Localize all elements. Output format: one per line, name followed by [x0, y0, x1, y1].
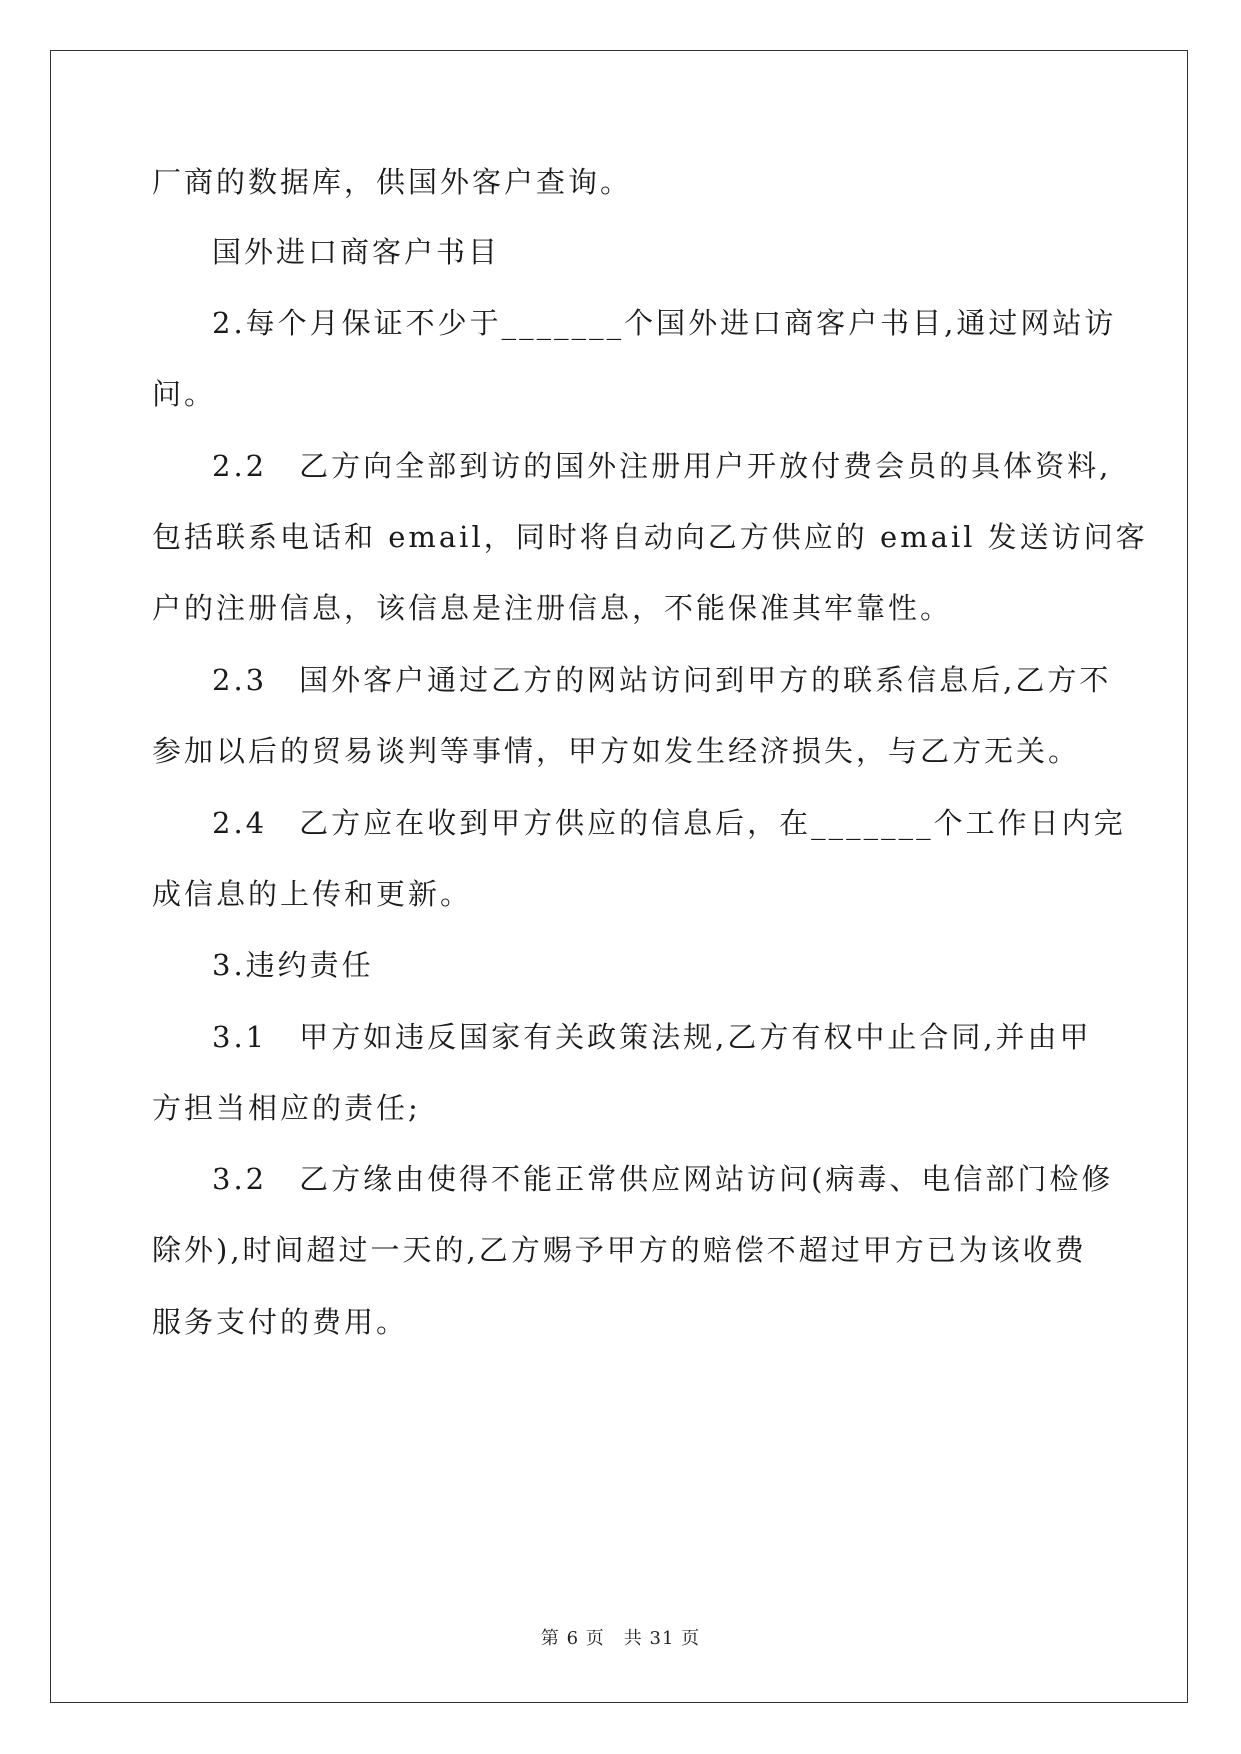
text-line: 问。: [152, 377, 217, 411]
text-line: 成信息的上传和更新。: [152, 877, 473, 911]
text-line: 参加以后的贸易谈判等事情，甲方如发生经济损失，与乙方无关。: [152, 734, 1081, 768]
text-line: 方担当相应的责任;: [152, 1091, 421, 1125]
text-line: 除外),时间超过一天的,乙方赐予甲方的赔偿不超过甲方已为该收费: [152, 1233, 1087, 1267]
section-heading: 3.违约责任: [212, 948, 374, 982]
section-heading: 国外进口商客户书目: [212, 235, 501, 269]
text-line: 包括联系电话和 email，同时将自动向乙方供应的 email 发送访问客: [152, 520, 1148, 554]
text-line: 服务支付的费用。: [152, 1305, 409, 1339]
text-line: 3.2 乙方缘由使得不能正常供应网站访问(病毒、电信部门检修: [212, 1162, 1114, 1196]
text-line: 2.2 乙方向全部到访的国外注册用户开放付费会员的具体资料,: [212, 449, 1112, 483]
text-line: 2.4 乙方应在收到甲方供应的信息后，在_______个工作日内完: [212, 806, 1126, 840]
page-number: 第 6 页 共 31 页: [540, 1628, 701, 1649]
text-line: 2.3 国外客户通过乙方的网站访问到甲方的联系信息后,乙方不: [212, 663, 1112, 697]
text-line: 3.1 甲方如违反国家有关政策法规,乙方有权中止合同,并由甲: [212, 1020, 1092, 1054]
text-line: 2.每个月保证不少于_______个国外进口商客户书目,通过网站访: [212, 306, 1117, 340]
text-line: 厂商的数据库，供国外客户查询。: [152, 165, 633, 199]
text-line: 户的注册信息，该信息是注册信息，不能保准其牢靠性。: [152, 591, 953, 625]
